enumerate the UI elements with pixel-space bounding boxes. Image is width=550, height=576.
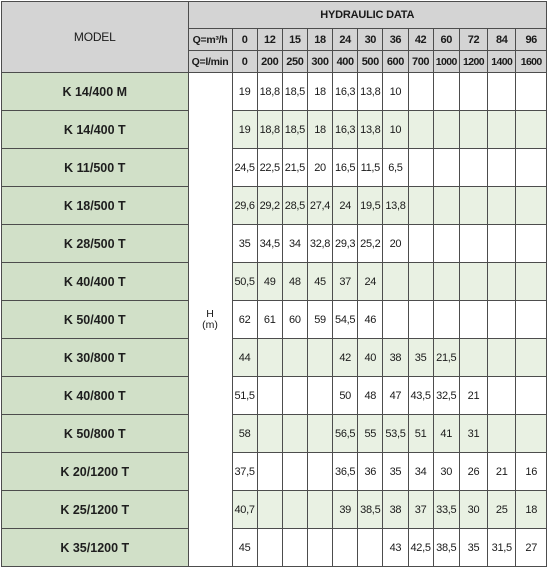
head-value-cell: 18: [307, 73, 332, 111]
head-value-cell: [488, 339, 516, 377]
flow-lmin-value: 250: [282, 51, 307, 73]
flow-lmin-value: 500: [358, 51, 383, 73]
head-value-cell: [433, 187, 459, 225]
table-header: [2, 2, 547, 73]
head-value-cell: 40,7: [232, 491, 257, 529]
head-value-cell: [516, 149, 547, 187]
head-value-cell: 29,2: [257, 187, 282, 225]
head-value-cell: 28,5: [282, 187, 307, 225]
head-value-cell: 45: [232, 529, 257, 567]
head-value-cell: 36,5: [333, 453, 358, 491]
head-value-cell: 11,5: [358, 149, 383, 187]
head-value-cell: 13,8: [358, 111, 383, 149]
head-value-cell: [282, 491, 307, 529]
head-value-cell: 32,8: [307, 225, 332, 263]
head-value-cell: [433, 111, 459, 149]
head-value-cell: 48: [282, 263, 307, 301]
table-row: [2, 111, 547, 149]
head-value-cell: 6,5: [383, 149, 408, 187]
head-value-cell: [307, 453, 332, 491]
head-value-cell: [408, 301, 433, 339]
head-value-cell: 27,4: [307, 187, 332, 225]
head-value-cell: 59: [307, 301, 332, 339]
head-value-cell: 29,3: [333, 225, 358, 263]
table-row: [2, 453, 547, 491]
flow-m3h-value: 60: [433, 29, 459, 51]
head-value-cell: 33,5: [433, 491, 459, 529]
head-value-cell: [516, 225, 547, 263]
head-value-cell: [408, 263, 433, 301]
head-value-cell: [433, 263, 459, 301]
table-row: [2, 225, 547, 263]
head-value-cell: 55: [358, 415, 383, 453]
table-row: [2, 339, 547, 377]
head-value-cell: [488, 225, 516, 263]
head-value-cell: [257, 415, 282, 453]
head-value-cell: 38,5: [358, 491, 383, 529]
flow-lmin-value: 400: [333, 51, 358, 73]
head-value-cell: [282, 453, 307, 491]
flow-lmin-value: 0: [232, 51, 257, 73]
table-row: [2, 377, 547, 415]
head-value-cell: 20: [383, 225, 408, 263]
head-value-cell: [488, 111, 516, 149]
flow-lmin-value: 200: [257, 51, 282, 73]
head-value-cell: [383, 301, 408, 339]
head-value-cell: 19: [232, 111, 257, 149]
head-value-cell: 37: [333, 263, 358, 301]
head-value-cell: [433, 149, 459, 187]
head-value-cell: [459, 73, 487, 111]
head-value-cell: [459, 263, 487, 301]
head-value-cell: [433, 301, 459, 339]
head-value-cell: [516, 73, 547, 111]
head-value-cell: 26: [459, 453, 487, 491]
head-value-cell: 48: [358, 377, 383, 415]
head-value-cell: [307, 377, 332, 415]
flow-lmin-value: 1600: [516, 51, 547, 73]
head-value-cell: [488, 263, 516, 301]
head-value-cell: [488, 187, 516, 225]
head-value-cell: 54,5: [333, 301, 358, 339]
head-value-cell: 35: [383, 453, 408, 491]
head-value-cell: 24,5: [232, 149, 257, 187]
model-name: K 20/1200 T: [2, 453, 189, 491]
hydraulic-data-header: HYDRAULIC DATA: [188, 2, 546, 29]
head-value-cell: 31,5: [488, 529, 516, 567]
head-value-cell: 38: [383, 491, 408, 529]
model-name: K 50/400 T: [2, 301, 189, 339]
flow-m3h-value: 96: [516, 29, 547, 51]
head-value-cell: 18,8: [257, 73, 282, 111]
head-value-cell: [307, 339, 332, 377]
head-value-cell: [459, 111, 487, 149]
head-value-cell: 42,5: [408, 529, 433, 567]
table-row: [2, 263, 547, 301]
head-value-cell: [488, 377, 516, 415]
head-value-cell: 22,5: [257, 149, 282, 187]
head-unit: (m): [202, 318, 218, 331]
head-value-cell: 18: [307, 111, 332, 149]
head-value-cell: 21,5: [433, 339, 459, 377]
head-value-cell: [358, 529, 383, 567]
head-value-cell: 35: [459, 529, 487, 567]
head-value-cell: 56,5: [333, 415, 358, 453]
head-value-cell: 34,5: [257, 225, 282, 263]
head-value-cell: [307, 491, 332, 529]
head-value-cell: 10: [383, 73, 408, 111]
head-value-cell: [459, 187, 487, 225]
head-value-cell: 43: [383, 529, 408, 567]
head-value-cell: 38: [383, 339, 408, 377]
head-value-cell: [257, 453, 282, 491]
head-value-cell: 29,6: [232, 187, 257, 225]
flow-m3h-value: 42: [408, 29, 433, 51]
head-label: H: [206, 307, 214, 320]
head-value-cell: 30: [433, 453, 459, 491]
flow-lmin-value: 1400: [488, 51, 516, 73]
head-value-cell: 61: [257, 301, 282, 339]
head-value-cell: [516, 377, 547, 415]
table-row: [2, 529, 547, 567]
head-value-cell: [408, 187, 433, 225]
table-row: [2, 187, 547, 225]
head-value-cell: 37: [408, 491, 433, 529]
head-value-cell: [408, 225, 433, 263]
head-value-cell: [516, 415, 547, 453]
head-value-cell: [459, 225, 487, 263]
table-row: [2, 73, 547, 111]
head-value-cell: 16: [516, 453, 547, 491]
head-value-cell: [408, 111, 433, 149]
head-value-cell: 24: [333, 187, 358, 225]
model-name: K 35/1200 T: [2, 529, 189, 567]
head-value-cell: 37,5: [232, 453, 257, 491]
head-value-cell: 50: [333, 377, 358, 415]
table-row: [2, 149, 547, 187]
head-value-cell: 34: [408, 453, 433, 491]
head-value-cell: [257, 529, 282, 567]
head-value-cell: [307, 415, 332, 453]
head-value-cell: 62: [232, 301, 257, 339]
model-name: K 40/400 T: [2, 263, 189, 301]
head-value-cell: 16,5: [333, 149, 358, 187]
head-value-cell: [433, 225, 459, 263]
flow-m3h-value: 72: [459, 29, 487, 51]
head-value-cell: 46: [358, 301, 383, 339]
head-value-cell: [488, 149, 516, 187]
head-value-cell: 49: [257, 263, 282, 301]
table-body: [2, 73, 547, 567]
head-value-cell: [459, 149, 487, 187]
head-value-cell: [333, 529, 358, 567]
head-value-cell: [488, 301, 516, 339]
head-value-cell: 60: [282, 301, 307, 339]
flow-lmin-value: 300: [307, 51, 332, 73]
head-value-cell: 18: [516, 491, 547, 529]
head-value-cell: 16,3: [333, 73, 358, 111]
flow-m3h-value: 15: [282, 29, 307, 51]
head-value-cell: 27: [516, 529, 547, 567]
model-name: K 14/400 M: [2, 73, 189, 111]
model-name: K 14/400 T: [2, 111, 189, 149]
model-name: K 28/500 T: [2, 225, 189, 263]
head-value-cell: [488, 415, 516, 453]
head-value-cell: 39: [333, 491, 358, 529]
flow-m3h-value: 12: [257, 29, 282, 51]
flow-m3h-value: 36: [383, 29, 408, 51]
head-value-cell: [408, 73, 433, 111]
head-value-cell: 19: [232, 73, 257, 111]
head-value-cell: 44: [232, 339, 257, 377]
head-value-cell: 43,5: [408, 377, 433, 415]
model-name: K 50/800 T: [2, 415, 189, 453]
head-value-cell: 42: [333, 339, 358, 377]
head-value-cell: 34: [282, 225, 307, 263]
table-row: [2, 491, 547, 529]
head-value-cell: [282, 415, 307, 453]
head-value-cell: [488, 73, 516, 111]
flow-m3h-label: Q=m³/h: [188, 29, 232, 51]
head-value-cell: [282, 377, 307, 415]
hydraulic-data-table: [1, 1, 547, 567]
head-value-cell: 18,5: [282, 73, 307, 111]
head-value-cell: 35: [408, 339, 433, 377]
head-value-cell: 21: [488, 453, 516, 491]
flow-lmin-value: 1200: [459, 51, 487, 73]
flow-lmin-label: Q=l/min: [188, 51, 232, 73]
head-value-cell: [516, 187, 547, 225]
head-value-cell: 36: [358, 453, 383, 491]
flow-m3h-value: 24: [333, 29, 358, 51]
head-value-cell: 32,5: [433, 377, 459, 415]
model-column-header: MODEL: [2, 2, 189, 73]
model-name: K 40/800 T: [2, 377, 189, 415]
head-value-cell: [408, 149, 433, 187]
head-value-cell: 47: [383, 377, 408, 415]
flow-m3h-value: 18: [307, 29, 332, 51]
head-value-cell: 13,8: [383, 187, 408, 225]
flow-m3h-value: 84: [488, 29, 516, 51]
head-value-cell: 18,8: [257, 111, 282, 149]
head-value-cell: 51: [408, 415, 433, 453]
flow-lmin-value: 1000: [433, 51, 459, 73]
head-value-cell: [516, 339, 547, 377]
head-value-cell: 38,5: [433, 529, 459, 567]
head-value-cell: 41: [433, 415, 459, 453]
head-value-cell: 16,3: [333, 111, 358, 149]
head-value-cell: 25: [488, 491, 516, 529]
head-value-cell: [282, 529, 307, 567]
flow-m3h-value: 0: [232, 29, 257, 51]
head-value-cell: 53,5: [383, 415, 408, 453]
model-name: K 30/800 T: [2, 339, 189, 377]
head-value-cell: [257, 339, 282, 377]
head-value-cell: [459, 339, 487, 377]
head-value-cell: 35: [232, 225, 257, 263]
head-value-cell: [257, 491, 282, 529]
head-value-cell: 51,5: [232, 377, 257, 415]
head-value-cell: 20: [307, 149, 332, 187]
head-value-cell: [459, 301, 487, 339]
head-value-cell: 25,2: [358, 225, 383, 263]
head-value-cell: [516, 263, 547, 301]
head-value-cell: [433, 73, 459, 111]
model-name: K 18/500 T: [2, 187, 189, 225]
table-row: [2, 415, 547, 453]
head-value-cell: 21: [459, 377, 487, 415]
head-value-cell: 21,5: [282, 149, 307, 187]
head-value-cell: [257, 377, 282, 415]
head-value-cell: 40: [358, 339, 383, 377]
head-value-cell: 10: [383, 111, 408, 149]
head-unit-label: [188, 73, 232, 567]
head-value-cell: [516, 111, 547, 149]
model-name: K 11/500 T: [2, 149, 189, 187]
hydraulic-data-table-container: [1, 1, 549, 574]
head-value-cell: [282, 339, 307, 377]
flow-lmin-value: 600: [383, 51, 408, 73]
head-value-cell: 24: [358, 263, 383, 301]
head-value-cell: 31: [459, 415, 487, 453]
flow-m3h-value: 30: [358, 29, 383, 51]
model-name: K 25/1200 T: [2, 491, 189, 529]
head-value-cell: 19,5: [358, 187, 383, 225]
head-value-cell: 50,5: [232, 263, 257, 301]
head-value-cell: 30: [459, 491, 487, 529]
head-value-cell: 13,8: [358, 73, 383, 111]
head-value-cell: [307, 529, 332, 567]
head-value-cell: 58: [232, 415, 257, 453]
head-value-cell: [383, 263, 408, 301]
head-value-cell: [516, 301, 547, 339]
table-row: [2, 301, 547, 339]
head-value-cell: 45: [307, 263, 332, 301]
head-value-cell: 18,5: [282, 111, 307, 149]
flow-lmin-value: 700: [408, 51, 433, 73]
